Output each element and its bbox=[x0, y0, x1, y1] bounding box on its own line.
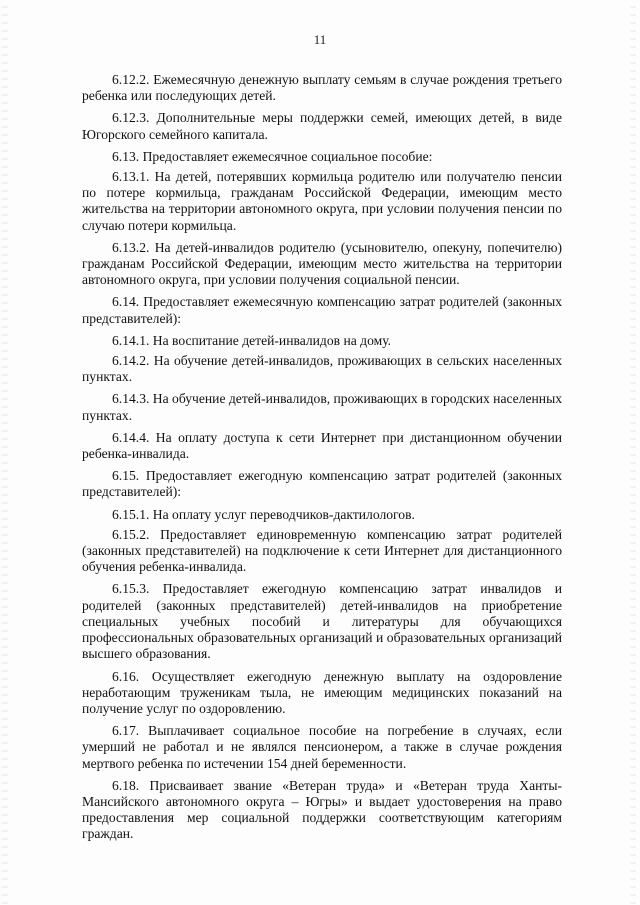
paragraph-6-15-3: 6.15.3. Предоставляет ежегодную компенсацию затрат инвалидов и родителей (законных представителей) детей-инвалидов на приобретение специальных учебных пособий и литературы для обучающихся профессиональных образовательных организаций и образовательных организаций высшего образования. bbox=[82, 581, 562, 662]
paragraph-6-16: 6.16. Осуществляет ежегодную денежную выплату на оздоровление неработающим труженикам тыла, не имеющим медицинских показаний на получение услуг по оздоровлению. bbox=[82, 668, 562, 716]
paragraph-6-13-1: 6.13.1. На детей, потерявших кормильца родителю или получателю пенсии по потере кормильца, гражданам Российской Федерации, имеющим место жительства на территории автономного округа, при условии получения пенсии по случаю потери кормильца. bbox=[82, 169, 562, 233]
paragraph-6-14-1: 6.14.1. На воспитание детей-инвалидов на дому. bbox=[112, 332, 392, 348]
paragraph-6-18: 6.18. Присваивает звание «Ветеран труда» и «Ветеран труда Ханты-Мансийского автономного округа – Югры» и выдает удостоверения на право предоставления мер социальной поддержки соответствующим категориям граждан. bbox=[82, 777, 562, 842]
paragraph-6-12-2: 6.12.2. Ежемесячную денежную выплату семьям в случае рождения третьего ребенка или последующих детей. bbox=[82, 72, 562, 104]
paragraph-6-15-1: 6.15.1. На оплату услуг переводчиков-дактилологов. bbox=[112, 506, 415, 522]
paragraph-6-15-2: 6.15.2. Предоставляет единовременную компенсацию затрат родителей (законных представителей) на подключение к сети Интернет для дистанционного обучения ребенка-инвалида. bbox=[82, 526, 562, 575]
paragraph-6-17: 6.17. Выплачивает социальное пособие на погребение в случаях, если умерший не работал и не являлся пенсионером, а также в случае рождения мертвого ребенка по истечении 154 дней беременности. bbox=[82, 723, 562, 771]
page-number: 11 bbox=[313, 32, 327, 47]
paragraph-6-13: 6.13. Предоставляет ежемесячное социальное пособие: bbox=[112, 148, 433, 164]
paragraph-6-12-3: 6.12.3. Дополнительные меры поддержки семей, имеющих детей, в виде Югорского семейного капитала. bbox=[82, 110, 562, 142]
paragraph-6-14: 6.14. Предоставляет ежемесячную компенсацию затрат родителей (законных представителей): bbox=[82, 294, 562, 326]
scan-edge-right bbox=[630, 0, 636, 905]
paragraph-6-15: 6.15. Предоставляет ежегодную компенсацию затрат родителей (законных представителей): bbox=[82, 468, 562, 500]
paragraph-6-14-3: 6.14.3. На обучение детей-инвалидов, проживающих в городских населенных пунктах. bbox=[82, 391, 563, 423]
paragraph-6-14-2: 6.14.2. На обучение детей-инвалидов, проживающих в сельских населенных пунктах. bbox=[82, 353, 562, 385]
document-body bbox=[82, 72, 562, 849]
scan-edge-left bbox=[2, 0, 8, 905]
paragraph-6-14-4: 6.14.4. На оплату доступа к сети Интернет при дистанционном обучении ребенка-инвалида. bbox=[82, 429, 562, 462]
paragraph-6-13-2: 6.13.2. На детей-инвалидов родителю (усыновителю, опекуну, попечителю) гражданам Российской Федерации, имеющим место жительства на территории автономного округа, при условии получения социальной пенсии. bbox=[82, 239, 562, 288]
